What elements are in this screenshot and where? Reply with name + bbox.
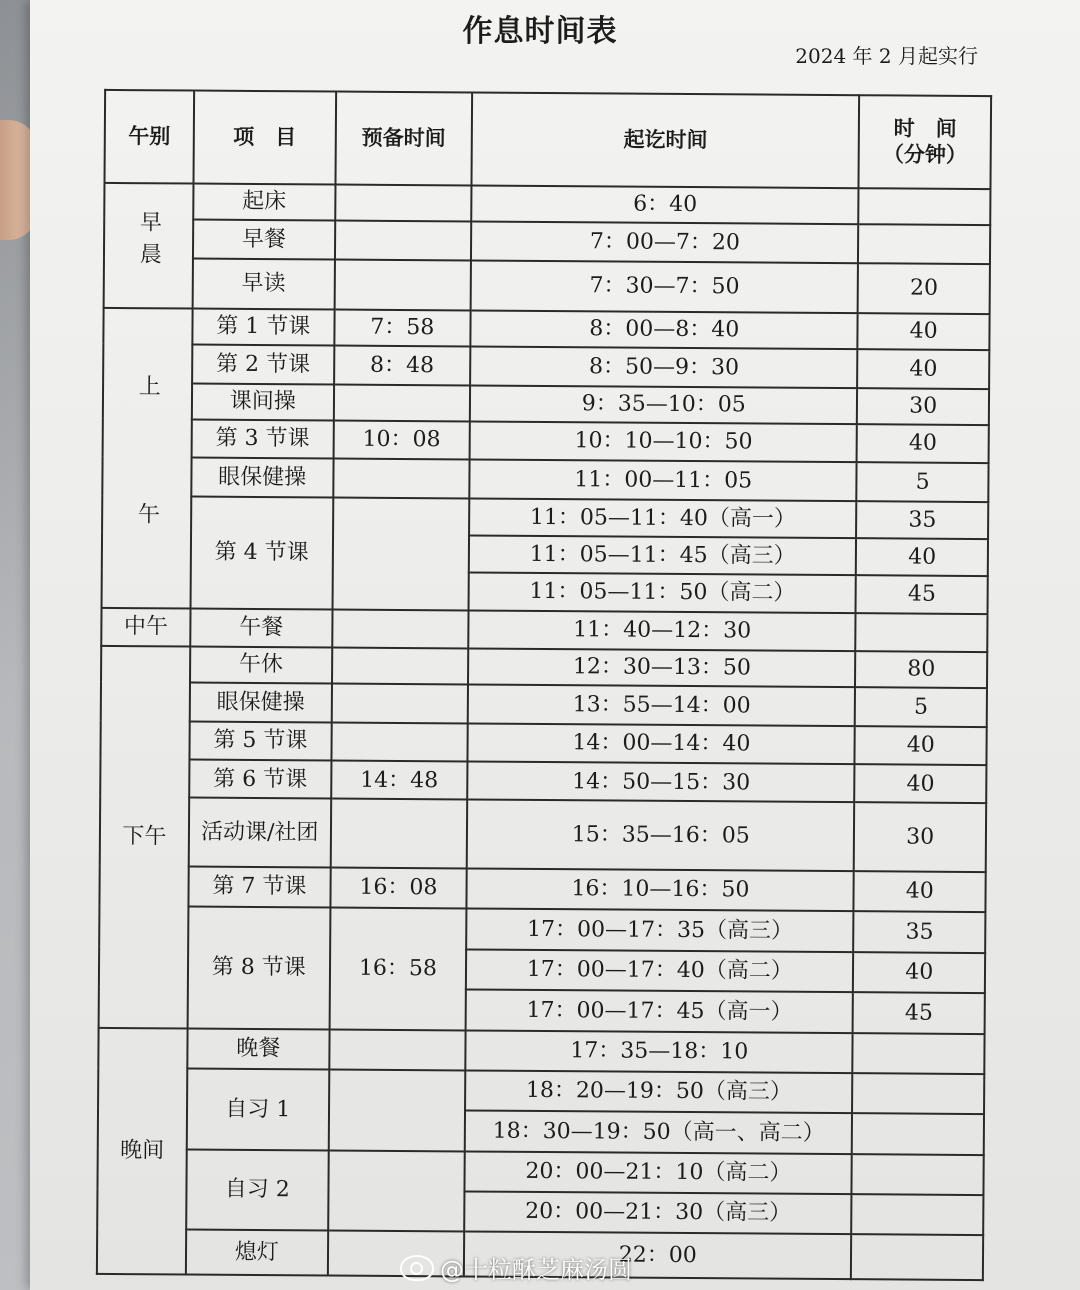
- header-row: [104, 90, 991, 189]
- minutes-cell: [858, 224, 990, 263]
- table-row: [99, 866, 985, 913]
- item-cell: 自习 1: [187, 1068, 329, 1150]
- table-row: [98, 1068, 984, 1115]
- prep-cell: [334, 259, 471, 310]
- prep-cell: 10：08: [333, 421, 470, 460]
- range-cell: 11：05—11：50（高二）: [469, 573, 857, 613]
- item-cell: 眼保健操: [190, 683, 332, 722]
- range-cell: 13：55—14：00: [468, 685, 856, 726]
- range-cell: 9：35—10：05: [470, 385, 858, 424]
- range-cell: 22：00: [464, 1232, 852, 1279]
- item-cell: 第 4 节课: [191, 496, 333, 609]
- minutes-cell: 45: [853, 992, 985, 1033]
- prep-cell: [333, 384, 470, 421]
- prep-cell: [331, 722, 468, 761]
- item-cell: 第 7 节课: [188, 867, 330, 908]
- table-row: [100, 797, 986, 872]
- minutes-cell: 40: [858, 313, 990, 350]
- item-cell: 第 6 节课: [189, 760, 331, 799]
- table-row: [104, 257, 990, 314]
- minutes-cell: 40: [855, 764, 987, 803]
- range-cell: 11：05—11：45（高三）: [469, 536, 857, 576]
- table-row: [102, 457, 988, 502]
- prep-cell: 14：48: [331, 761, 468, 800]
- range-cell: 20：00—21：30（高三）: [464, 1192, 852, 1235]
- prep-cell: [328, 1069, 465, 1151]
- minutes-cell: 35: [854, 912, 986, 953]
- group-evening: 晚间: [97, 1027, 188, 1274]
- prep-cell: [335, 184, 472, 221]
- weibo-logo-icon: [400, 1255, 434, 1281]
- minutes-cell: [853, 1033, 985, 1074]
- item-cell: 午餐: [190, 608, 332, 647]
- range-cell: 20：00—21：10（高二）: [465, 1151, 853, 1194]
- header-range: 起讫时间: [472, 92, 860, 188]
- document-title: 作息时间表: [462, 14, 618, 49]
- range-cell: 18：30—19：50（高一、高二）: [465, 1111, 853, 1154]
- range-cell: 7：30—7：50: [471, 260, 859, 313]
- prep-cell: [335, 221, 472, 260]
- item-cell: 早读: [193, 258, 335, 309]
- range-cell: 17：35—18：10: [465, 1030, 853, 1073]
- item-cell: 第 5 节课: [189, 721, 331, 760]
- minutes-cell: 40: [855, 726, 987, 765]
- prep-cell: [333, 459, 470, 498]
- table-row: [103, 383, 989, 426]
- minutes-cell: 35: [857, 501, 989, 539]
- table-row: [103, 419, 989, 464]
- minutes-cell: [851, 1235, 983, 1280]
- minutes-cell: [852, 1154, 984, 1195]
- item-cell: 午休: [190, 647, 332, 684]
- range-cell: 17：00—17：35（高三）: [466, 909, 854, 952]
- minutes-cell: 40: [856, 538, 988, 576]
- item-cell: 第 2 节课: [192, 345, 334, 384]
- range-cell: 16：10—16：50: [467, 869, 855, 912]
- minutes-cell: [852, 1194, 984, 1235]
- range-cell: 10：10—10：50: [470, 421, 858, 462]
- header-prep: 预备时间: [335, 92, 472, 186]
- weibo-watermark: [400, 1250, 632, 1285]
- range-cell: 11：40—12：30: [468, 610, 856, 651]
- prep-cell: [328, 1150, 465, 1232]
- minutes-cell: 30: [857, 388, 989, 425]
- table-row: [104, 219, 990, 264]
- minutes-cell: 40: [858, 350, 990, 389]
- item-cell: 起床: [193, 183, 335, 220]
- prep-cell: [331, 684, 468, 723]
- table-row: [99, 906, 985, 953]
- range-cell: 15：35—16：05: [467, 800, 855, 871]
- minutes-cell: 5: [855, 688, 987, 727]
- effective-date: 2024 年 2 月起实行: [795, 44, 978, 68]
- prep-cell: [332, 609, 469, 648]
- item-cell: 晚餐: [187, 1028, 329, 1069]
- minutes-cell: 40: [857, 424, 989, 463]
- range-cell: 7：00—7：20: [471, 222, 859, 263]
- table-row: [103, 344, 989, 389]
- item-cell: 熄灯: [186, 1230, 328, 1276]
- table-row: [102, 496, 988, 540]
- table-row: [103, 308, 989, 351]
- table-row: [101, 608, 987, 653]
- minutes-cell: 45: [856, 576, 988, 614]
- item-cell: 第 1 节课: [192, 309, 334, 346]
- group-noon: 中午: [101, 608, 190, 647]
- group-pm: 下午: [99, 646, 191, 1028]
- prep-cell: 8：48: [334, 346, 471, 385]
- watermark-text: @十粒酥芝麻汤圆: [440, 1256, 632, 1284]
- prep-cell: 16：08: [330, 868, 467, 909]
- minutes-cell: [853, 1073, 985, 1114]
- prep-cell: 7：58: [334, 310, 471, 347]
- minutes-cell: [859, 188, 991, 225]
- minutes-cell: 5: [857, 463, 989, 502]
- table-row: [104, 183, 990, 226]
- range-cell: 18：20—19：50（高三）: [465, 1070, 853, 1113]
- prep-cell: 16：58: [329, 908, 466, 1030]
- item-cell: 自习 2: [186, 1149, 328, 1231]
- item-cell: 早餐: [193, 220, 335, 259]
- item-cell: 第 3 节课: [192, 420, 334, 459]
- minutes-cell: 80: [855, 651, 987, 688]
- minutes-cell: 40: [853, 952, 985, 993]
- range-cell: 12：30—13：50: [468, 649, 856, 688]
- prep-cell: [332, 648, 469, 685]
- minutes-cell: [852, 1113, 984, 1154]
- minutes-cell: 30: [854, 803, 986, 873]
- range-cell: 14：00—14：40: [468, 723, 856, 764]
- item-cell: 课间操: [192, 383, 334, 420]
- range-cell: 11：05—11：40（高一）: [469, 498, 857, 538]
- header-item: 项 目: [193, 91, 335, 185]
- table-row: [100, 759, 986, 804]
- schedule-table: [96, 89, 992, 1281]
- prep-cell: [329, 1029, 466, 1070]
- range-cell: 8：50—9：30: [470, 347, 858, 388]
- table-row: [100, 721, 986, 766]
- range-cell: 14：50—15：30: [467, 762, 855, 803]
- prep-cell: [330, 799, 467, 869]
- item-cell: 活动课/社团: [189, 798, 331, 868]
- minutes-cell: 40: [854, 871, 986, 912]
- table-row: [101, 646, 987, 689]
- group-am: 上 午: [102, 308, 193, 608]
- minutes-cell: [856, 613, 988, 652]
- header-duration: 时 间 （分钟）: [859, 95, 991, 189]
- minutes-cell: 20: [858, 263, 990, 314]
- range-cell: 11：00—11：05: [469, 460, 857, 501]
- item-cell: 第 8 节课: [188, 907, 330, 1029]
- group-morning: 早晨: [104, 183, 194, 309]
- table-row: [97, 1149, 983, 1196]
- table-row: [101, 682, 987, 727]
- range-cell: 8：00—8：40: [470, 310, 858, 349]
- range-cell: 17：00—17：45（高一）: [466, 990, 854, 1033]
- table-row: [98, 1027, 984, 1074]
- range-cell: 17：00—17：40（高二）: [466, 949, 854, 992]
- item-cell: 眼保健操: [191, 458, 333, 497]
- header-period: 午别: [104, 90, 194, 183]
- prep-cell: [332, 497, 469, 610]
- range-cell: 6：40: [471, 185, 859, 224]
